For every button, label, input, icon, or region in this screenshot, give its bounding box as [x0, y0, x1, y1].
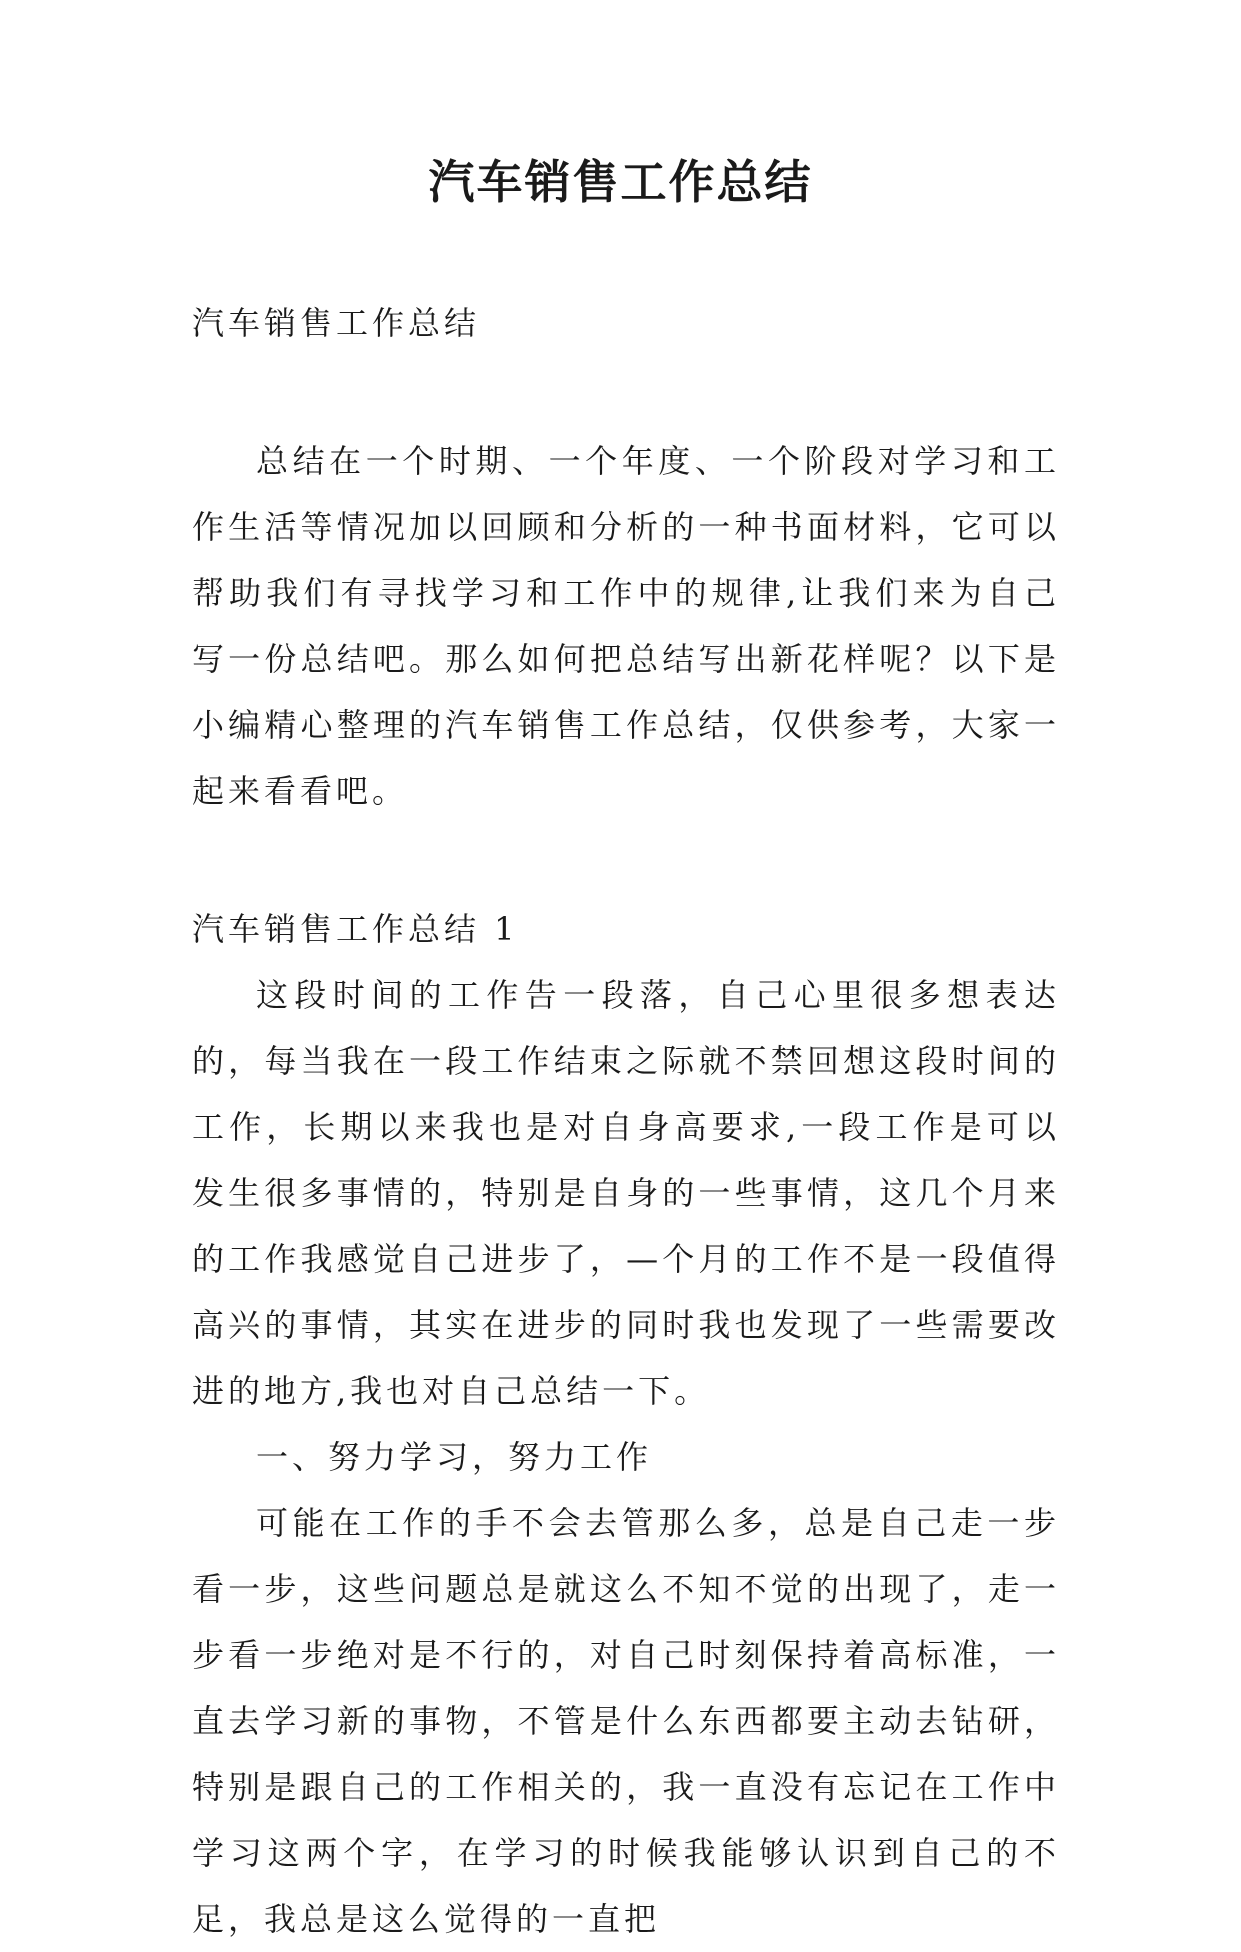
section-heading: 汽车销售工作总结 1 [192, 910, 519, 948]
document-subtitle: 汽车销售工作总结 [192, 304, 481, 342]
section-paragraph: 这段时间的工作告一段落，自己心里很多想表达的，每当我在一段工作结束之际就不禁回想这段时间的工作，长期以来我也是对自身高要求,一段工作是可以发生很多事情的，特别是自身的一些事情，这几个月来的工作我感觉自己进步了，—个月的工作不是一段值得高兴的事情，其实在进步的同时我也发现了一些需要改进的地方,我也对自己总结一下。 [192, 976, 1060, 1410]
document-body [192, 290, 1060, 1952]
intro-paragraph: 总结在一个时期、一个年度、一个阶段对学习和工作生活等情况加以回顾和分析的一种书面材料，它可以帮助我们有寻找学习和工作中的规律,让我们来为自己写一份总结吧。那么如何把总结写出新花样呢？以下是小编精心整理的汽车销售工作总结，仅供参考，大家一起来看看吧。 [192, 442, 1060, 810]
item-heading: 一、努力学习，努力工作 [256, 1438, 653, 1476]
page-title: 汽车销售工作总结 [428, 155, 813, 209]
section-paragraph: 可能在工作的手不会去管那么多，总是自己走一步看一步，这些问题总是就这么不知不觉的出现了，走一步看一步绝对是不行的，对自己时刻保持着高标准，一直去学习新的事物，不管是什么东西都要主动去钻研，特别是跟自己的工作相关的，我一直没有忘记在工作中学习这两个字，在学习的时候我能够认识到自己的不足，我总是这么觉得的一直把 [192, 1504, 1060, 1938]
